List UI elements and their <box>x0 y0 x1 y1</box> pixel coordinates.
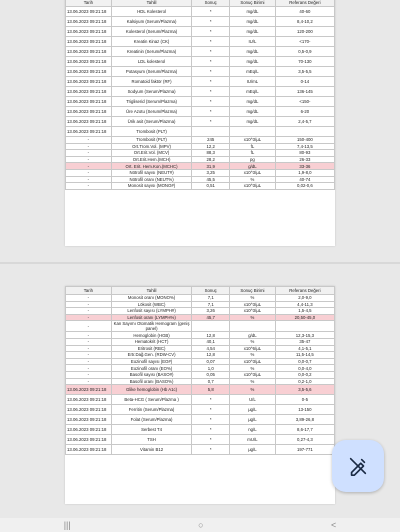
cell-date: 13.06.2023 09:21:18 <box>66 7 112 17</box>
cell-result: * <box>192 27 230 37</box>
header-unit: Sonuç Birimi <box>230 287 276 295</box>
cell-unit: x10^3/µL <box>230 358 276 365</box>
table-row <box>66 314 335 321</box>
table-row <box>66 27 335 37</box>
cell-date: 13.06.2023 09:21:18 <box>66 107 112 117</box>
table-row <box>66 332 335 339</box>
cell-unit: g/dL <box>230 163 276 170</box>
cell-unit: µg/L <box>230 445 276 455</box>
cell-test: Eritrosit (RBC) <box>111 345 192 352</box>
cell-test: Trombosit (PLT) <box>111 137 192 144</box>
cell-unit: mg/dL <box>230 27 276 37</box>
cell-reference: <150- <box>275 97 334 107</box>
cell-date: 13.06.2023 09:21:18 <box>66 127 112 137</box>
lab-results-table-1 <box>65 0 335 190</box>
cell-test: Monosit oranı (MONO%) <box>111 295 192 302</box>
cell-reference: 8,6-17,7 <box>275 425 334 435</box>
back-button[interactable]: < <box>331 520 337 530</box>
cell-result: 4,54 <box>192 345 230 352</box>
table-row <box>66 352 335 359</box>
report-page-1 <box>65 0 335 246</box>
cell-test: Kalsiyum (Serum/Plazma) <box>111 17 192 27</box>
cell-result: * <box>192 107 230 117</box>
cell-reference: 136-145 <box>275 87 334 97</box>
table-row <box>66 295 335 302</box>
header-reference: Referans Değeri <box>275 0 334 7</box>
cell-result: * <box>192 395 230 405</box>
cell-result: * <box>192 57 230 67</box>
cell-reference: 7,4-13,5 <box>275 143 334 150</box>
cell-reference: 3,5-5,5 <box>275 67 334 77</box>
cell-result: 0,05 <box>192 371 230 378</box>
table-row <box>66 445 335 455</box>
cell-reference: 70-130 <box>275 57 334 67</box>
cell-reference: 20,50-45,0 <box>275 314 334 321</box>
cell-test: Eozinofil oranı (EO%) <box>111 365 192 372</box>
table-row <box>66 358 335 365</box>
cell-date: - <box>66 345 112 352</box>
cell-date: - <box>66 150 112 157</box>
cell-date: - <box>66 143 112 150</box>
table-row <box>66 107 335 117</box>
table-row <box>66 183 335 190</box>
cell-test: Kreatin Kinaz (CK) <box>111 37 192 47</box>
cell-test: Hematokrit (HCT) <box>111 338 192 345</box>
cell-unit: µg/L <box>230 405 276 415</box>
table-row <box>66 97 335 107</box>
cell-test: HDL Kolesterol <box>111 7 192 17</box>
table-row <box>66 301 335 308</box>
cell-reference: 2,4-5,7 <box>275 117 334 127</box>
cell-test: Ort.Erit.Hem.(MCH) <box>111 156 192 163</box>
cell-test: Nötrofil oranı (NEUT%) <box>111 176 192 183</box>
cell-result: * <box>192 425 230 435</box>
cell-reference: 40-60 <box>275 7 334 17</box>
cell-reference: 0,2-1,0 <box>275 378 334 385</box>
cell-reference: 0,27-4,3 <box>275 435 334 445</box>
cell-unit: fL <box>230 150 276 157</box>
cell-date: 13.06.2023 09:21:18 <box>66 445 112 455</box>
cell-reference: 13-150 <box>275 405 334 415</box>
cell-reference <box>275 321 334 332</box>
cell-reference: 0,0-0,2 <box>275 371 334 378</box>
cell-test: Lenfosit oranı (LYMPH%) <box>111 314 192 321</box>
cell-date: - <box>66 332 112 339</box>
cell-unit: mg/dL <box>230 47 276 57</box>
cell-date: 13.06.2023 09:21:18 <box>66 97 112 107</box>
cell-reference: 0,02-0,6 <box>275 183 334 190</box>
table-row <box>66 405 335 415</box>
cell-unit: µg/L <box>230 415 276 425</box>
cell-reference: 80-93 <box>275 150 334 157</box>
table-row <box>66 117 335 127</box>
table-row <box>66 87 335 97</box>
table-row <box>66 371 335 378</box>
cell-reference: 197-771 <box>275 445 334 455</box>
cell-date: - <box>66 378 112 385</box>
cell-unit: x10^3/µL <box>230 371 276 378</box>
cell-test: Sodyum (Serum/Plazma) <box>111 87 192 97</box>
cell-test: Ferritin (Serum/Plazma) <box>111 405 192 415</box>
cell-reference: 40-74 <box>275 176 334 183</box>
cell-test: TSH <box>111 435 192 445</box>
header-date: Tarih <box>66 0 112 7</box>
cell-reference: 6-20 <box>275 107 334 117</box>
cell-result: * <box>192 415 230 425</box>
cell-date: - <box>66 301 112 308</box>
cell-date: - <box>66 169 112 176</box>
cell-date: - <box>66 183 112 190</box>
cell-result: 12,8 <box>192 332 230 339</box>
table-row <box>66 137 335 144</box>
table-row <box>66 163 335 170</box>
cell-test: Glike hemoglobin (Hb A1c) <box>111 385 192 395</box>
cell-test: Üre Azotu (Serum/Plazma) <box>111 107 192 117</box>
cell-result: * <box>192 17 230 27</box>
cell-unit: % <box>230 385 276 395</box>
cell-reference: 1,5-4,5 <box>275 308 334 315</box>
cell-reference: 2,0-9,0 <box>275 295 334 302</box>
cell-result <box>192 321 230 332</box>
cell-unit: x10^3/µL <box>230 183 276 190</box>
cell-test: Trigliserid (Serum/Plazma) <box>111 97 192 107</box>
cell-result: * <box>192 67 230 77</box>
cell-test: Trombosit (PLT) <box>111 127 192 137</box>
cell-test: Basofil sayısı (BASO#) <box>111 371 192 378</box>
cell-unit: % <box>230 365 276 372</box>
cell-result: 88,3 <box>192 150 230 157</box>
cell-date: 13.06.2023 09:21:18 <box>66 27 112 37</box>
header-unit: Sonuç Birimi <box>230 0 276 7</box>
cell-unit: x10^3/µL <box>230 301 276 308</box>
table-row <box>66 156 335 163</box>
cell-test: Monosit sayısı (MONO#) <box>111 183 192 190</box>
cell-result: 0,7 <box>192 378 230 385</box>
header-date: Tarih <box>66 287 112 295</box>
cell-result: * <box>192 445 230 455</box>
table-row <box>66 338 335 345</box>
edit-fab-button[interactable] <box>332 440 384 492</box>
cell-result: 7,1 <box>192 301 230 308</box>
cell-reference: 0,0-0,7 <box>275 358 334 365</box>
cell-reference: 0-5 <box>275 395 334 405</box>
system-nav-bar <box>0 518 400 532</box>
cell-result: * <box>192 87 230 97</box>
cell-reference: 35-47 <box>275 338 334 345</box>
cell-unit: mg/dL <box>230 57 276 67</box>
cell-date: 13.06.2023 09:21:18 <box>66 67 112 77</box>
cell-test: Serbest T4 <box>111 425 192 435</box>
cell-reference: 26-33 <box>275 156 334 163</box>
table-body-2 <box>66 295 335 455</box>
cell-result: 5,8 <box>192 385 230 395</box>
header-result: Sonuç <box>192 287 230 295</box>
cell-unit: mU/L <box>230 435 276 445</box>
cell-date: 13.06.2023 09:21:18 <box>66 425 112 435</box>
cell-unit: IU/L <box>230 37 276 47</box>
cell-test: Nötrofil sayısı (NEUT#) <box>111 169 192 176</box>
cell-test: Kreatinin (Serum/Plazma) <box>111 47 192 57</box>
cell-date: 13.06.2023 09:21:18 <box>66 87 112 97</box>
table-header-row <box>66 287 335 295</box>
cell-reference: 0,5-0,9 <box>275 47 334 57</box>
table-row <box>66 435 335 445</box>
cell-date: - <box>66 352 112 359</box>
cell-unit: % <box>230 314 276 321</box>
cell-result: 7,1 <box>192 295 230 302</box>
header-result: Sonuç <box>192 0 230 7</box>
cell-unit <box>230 127 276 137</box>
cell-date: - <box>66 308 112 315</box>
cell-unit: fL <box>230 143 276 150</box>
cell-test: Beta-HCG ( Serum/Plazma ) <box>111 395 192 405</box>
cell-unit: x10^3/µL <box>230 169 276 176</box>
cell-unit: % <box>230 176 276 183</box>
pencil-slash-icon <box>347 455 369 477</box>
table-row <box>66 57 335 67</box>
cell-unit: IU/mL <box>230 77 276 87</box>
cell-result: 45,5 <box>192 176 230 183</box>
lab-results-table-2 <box>65 286 335 455</box>
table-row <box>66 321 335 332</box>
cell-result: * <box>192 37 230 47</box>
table-row <box>66 308 335 315</box>
table-row <box>66 37 335 47</box>
header-reference: Referans Değeri <box>275 287 334 295</box>
cell-test: Basofil oranı (BASO%) <box>111 378 192 385</box>
cell-reference: 4,1-5,1 <box>275 345 334 352</box>
cell-reference: 33-36 <box>275 163 334 170</box>
header-test: Tahlil <box>111 0 192 7</box>
cell-test: Vitamin B12 <box>111 445 192 455</box>
table-row <box>66 365 335 372</box>
cell-date: 13.06.2023 09:21:18 <box>66 415 112 425</box>
table-row <box>66 395 335 405</box>
cell-result: 12,2 <box>192 143 230 150</box>
cell-reference: 1,9-8,0 <box>275 169 334 176</box>
cell-test: Lökosit (WBC) <box>111 301 192 308</box>
cell-date: - <box>66 314 112 321</box>
cell-date: - <box>66 358 112 365</box>
cell-reference: 3,5-5,6 <box>275 385 334 395</box>
cell-result: 12,8 <box>192 352 230 359</box>
table-row <box>66 378 335 385</box>
cell-unit: mg/dL <box>230 97 276 107</box>
cell-result: 40,1 <box>192 338 230 345</box>
cell-test: Ürik asit (Serum/Plazma) <box>111 117 192 127</box>
cell-date: - <box>66 163 112 170</box>
cell-unit: x10^3/µL <box>230 137 276 144</box>
cell-date: 13.06.2023 09:21:18 <box>66 435 112 445</box>
cell-result: 3,25 <box>192 169 230 176</box>
cell-test: Lenfosit sayısı (LYMPH#) <box>111 308 192 315</box>
cell-unit: mg/dL <box>230 7 276 17</box>
table-row <box>66 176 335 183</box>
table-row <box>66 7 335 17</box>
table-row <box>66 47 335 57</box>
cell-unit: x10^3/µL <box>230 308 276 315</box>
cell-date: - <box>66 321 112 332</box>
cell-result: * <box>192 97 230 107</box>
cell-test: Romatoid faktör (RF) <box>111 77 192 87</box>
cell-test: Ort.Erit.Vol. (MCV) <box>111 150 192 157</box>
table-row <box>66 67 335 77</box>
cell-date: - <box>66 365 112 372</box>
cell-test: Eozinofil sayısı (EO#) <box>111 358 192 365</box>
cell-date: 13.06.2023 09:21:18 <box>66 405 112 415</box>
cell-unit: mEq/L <box>230 67 276 77</box>
cell-date: - <box>66 371 112 378</box>
table-row <box>66 385 335 395</box>
cell-date: - <box>66 338 112 345</box>
cell-date: - <box>66 295 112 302</box>
cell-unit: mg/dL <box>230 17 276 27</box>
cell-reference: 11,5-14,5 <box>275 352 334 359</box>
cell-reference: 0,0-4,0 <box>275 365 334 372</box>
cell-result: * <box>192 405 230 415</box>
cell-result: 0,07 <box>192 358 230 365</box>
cell-reference: 12,3-15,3 <box>275 332 334 339</box>
cell-reference: 4,4-11,3 <box>275 301 334 308</box>
cell-result: * <box>192 7 230 17</box>
cell-unit <box>230 321 276 332</box>
cell-unit: mEq/L <box>230 87 276 97</box>
cell-reference <box>275 127 334 137</box>
table-row <box>66 150 335 157</box>
cell-date: - <box>66 176 112 183</box>
cell-unit: x10^6/µL <box>230 345 276 352</box>
cell-unit: ng/L <box>230 425 276 435</box>
cell-test: Hemoglobin (HGB) <box>111 332 192 339</box>
cell-date: 13.06.2023 09:21:18 <box>66 37 112 47</box>
cell-reference: 150-400 <box>275 137 334 144</box>
cell-date: 13.06.2023 09:21:18 <box>66 385 112 395</box>
cell-unit: % <box>230 295 276 302</box>
cell-test: Potasyum (Serum/Plazma) <box>111 67 192 77</box>
cell-unit: % <box>230 352 276 359</box>
cell-result: * <box>192 77 230 87</box>
cell-date: 13.06.2023 09:21:18 <box>66 17 112 27</box>
cell-date: 13.06.2023 09:21:18 <box>66 395 112 405</box>
table-row <box>66 345 335 352</box>
cell-date: - <box>66 137 112 144</box>
cell-result: 45,7 <box>192 314 230 321</box>
cell-reference: <170- <box>275 37 334 47</box>
report-page-2 <box>65 286 335 504</box>
cell-result: 28,2 <box>192 156 230 163</box>
cell-result: * <box>192 47 230 57</box>
cell-reference: 8,4-10,2 <box>275 17 334 27</box>
cell-test: Kan Sayımı Otomatik Hemogram (geniş panel) <box>111 321 192 332</box>
cell-unit: mg/dL <box>230 117 276 127</box>
cell-unit: pg <box>230 156 276 163</box>
table-row <box>66 127 335 137</box>
table-row <box>66 169 335 176</box>
cell-result <box>192 127 230 137</box>
cell-result: 0,51 <box>192 183 230 190</box>
cell-unit: % <box>230 338 276 345</box>
cell-result: 3,26 <box>192 308 230 315</box>
cell-reference: 120-200 <box>275 27 334 37</box>
cell-date: 13.06.2023 09:21:18 <box>66 77 112 87</box>
cell-result: 31,9 <box>192 163 230 170</box>
header-test: Tahlil <box>111 287 192 295</box>
table-row <box>66 17 335 27</box>
cell-date: 13.06.2023 09:21:18 <box>66 57 112 67</box>
page-divider <box>0 262 400 264</box>
cell-date: 13.06.2023 09:21:18 <box>66 117 112 127</box>
cell-result: * <box>192 117 230 127</box>
cell-unit: mg/dL <box>230 107 276 117</box>
table-row <box>66 425 335 435</box>
cell-test: Kolesterol (Serum/Plazma) <box>111 27 192 37</box>
cell-date: 13.06.2023 09:21:18 <box>66 47 112 57</box>
table-row <box>66 143 335 150</box>
cell-reference: 0-14 <box>275 77 334 87</box>
cell-unit: U/L <box>230 395 276 405</box>
recents-button[interactable]: ||| <box>63 520 71 530</box>
cell-unit: % <box>230 378 276 385</box>
cell-result: 245 <box>192 137 230 144</box>
cell-date: - <box>66 156 112 163</box>
cell-test: Folat (Serum/Plazma) <box>111 415 192 425</box>
cell-test: Ort.Trom.Vol. (MPV) <box>111 143 192 150</box>
table-row <box>66 77 335 87</box>
table-row <box>66 415 335 425</box>
cell-test: Ort. Erit. Hem.Kon.(MCHC) <box>111 163 192 170</box>
table-body-1 <box>66 7 335 190</box>
cell-unit: g/dL <box>230 332 276 339</box>
cell-result: 1,0 <box>192 365 230 372</box>
home-button[interactable]: ○ <box>198 520 204 530</box>
cell-reference: 3,89-26,8 <box>275 415 334 425</box>
cell-test: LDL kolesterol <box>111 57 192 67</box>
cell-test: Ertr.Dağ.Gen. (RDW-CV) <box>111 352 192 359</box>
cell-result: * <box>192 435 230 445</box>
